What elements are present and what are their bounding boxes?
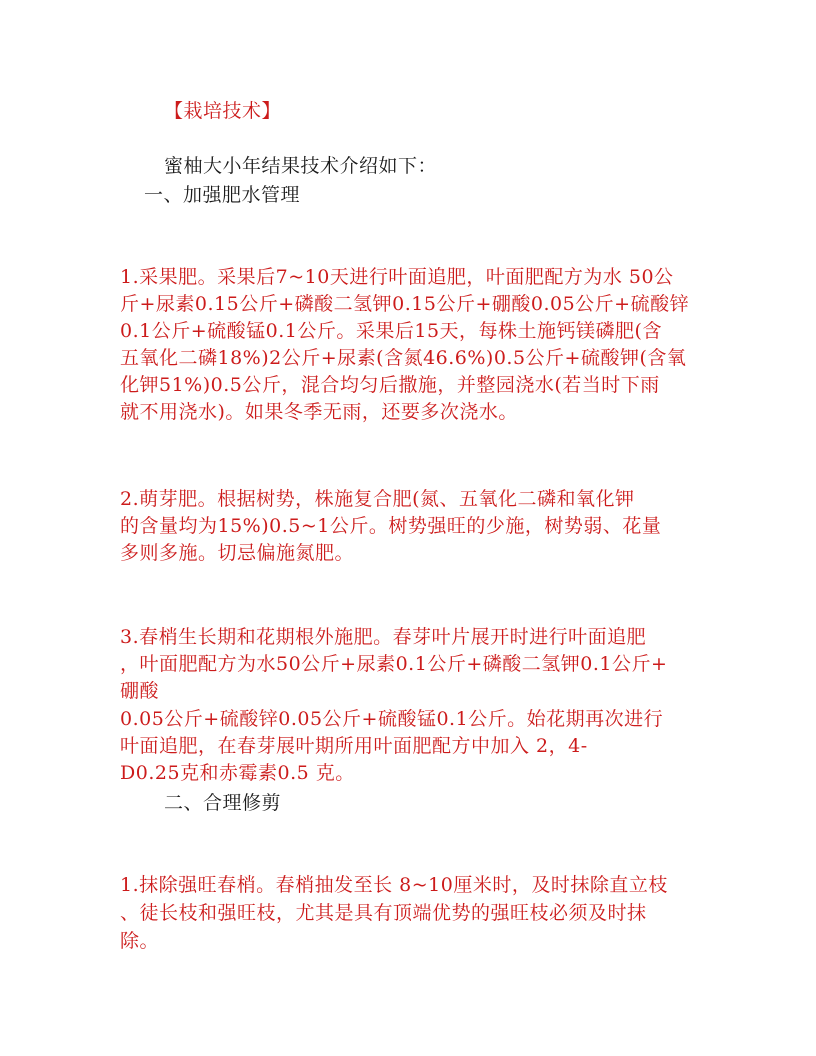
paragraph-line: 1.抹除强旺春梢。春梢抽发至长 8~10厘米时，及时抹除直立枝	[120, 874, 668, 896]
paragraph-line: 3.春梢生长期和花期根外施肥。春芽叶片展开时进行叶面追肥	[120, 626, 647, 648]
paragraph-line: 0.05公斤+硫酸锌0.05公斤+硫酸锰0.1公斤。始花期再次进行	[120, 708, 664, 730]
paragraph-line: 除。	[120, 930, 160, 952]
paragraph-line: 五氧化二磷18%)2公斤+尿素(含氮46.6%)0.5公斤+硫酸钾(含氧	[120, 347, 687, 369]
paragraph-line: 多则多施。切忌偏施氮肥。	[120, 542, 355, 564]
paragraph-line: 1.采果肥。采果后7~10天进行叶面追肥，叶面肥配方为水 50公	[120, 266, 674, 288]
paragraph-line: 硼酸	[120, 680, 160, 702]
paragraph-line: ，叶面肥配方为水50公斤+尿素0.1公斤+磷酸二氢钾0.1公斤+	[120, 653, 668, 675]
paragraph-line: 化钾51%)0.5公斤，混合均匀后撒施，并整园浇水(若当时下雨	[120, 374, 660, 396]
paragraph-line: 2.萌芽肥。根据树势，株施复合肥(氮、五氧化二磷和氧化钾	[120, 488, 635, 510]
section1-heading: 一、加强肥水管理	[144, 184, 301, 206]
paragraph-line: 斤+尿素0.15公斤+磷酸二氢钾0.15公斤+硼酸0.05公斤+硫酸锌	[120, 293, 690, 315]
paragraph-line: 0.1公斤+硫酸锰0.1公斤。采果后15天，每株土施钙镁磷肥(含	[120, 320, 662, 342]
section2-heading: 二、合理修剪	[164, 792, 282, 814]
paragraph-line: D0.25克和赤霉素0.5 克。	[120, 762, 355, 784]
paragraph-line: 就不用浇水)。如果冬季无雨，还要多次浇水。	[120, 401, 518, 423]
intro-line: 蜜柚大小年结果技术介绍如下：	[164, 155, 438, 177]
paragraph-line: 、徒长枝和强旺枝，尤其是具有顶端优势的强旺枝必须及时抹	[120, 902, 647, 924]
paragraph-line: 的含量均为15%)0.5~1公斤。树势强旺的少施，树势弱、花量	[120, 515, 662, 537]
paragraph-line: 叶面追肥，在春芽展叶期所用叶面肥配方中加入 2，4-	[120, 735, 588, 757]
doc-title: 【栽培技术】	[164, 100, 282, 122]
